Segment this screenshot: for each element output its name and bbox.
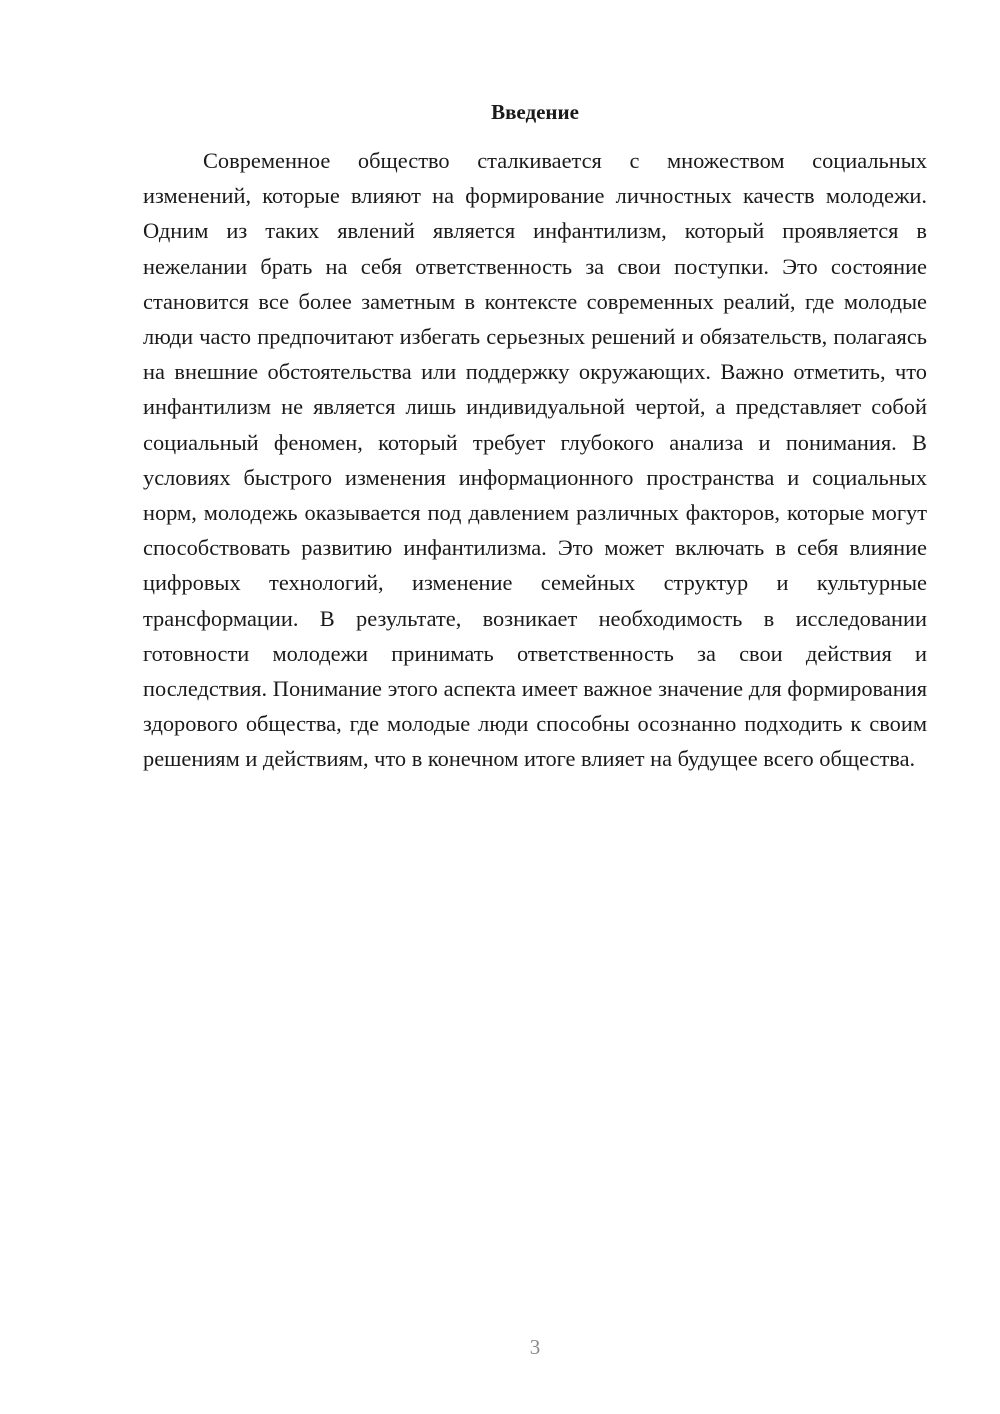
body-paragraph: Современное общество сталкивается с множеством социальных изменений, которые влияют на формирование личностных качеств молодежи. Одним из таких явлений является инфантилизм, который проявляется в нежелании брать на себя ответственность за свои поступки. Это состояние становится все более заметным в контексте современных реалий, где молодые люди часто предпочитают избегать серьезных решений и обязательств, полагаясь на внешние обстоятельства или поддержку окружающих. Важно отметить, что инфантилизм не является лишь индивидуальной чертой, а представляет собой социальный феномен, который требует глубокого анализа и понимания. В условиях быстрого изменения информационного пространства и социальных норм, молодежь оказывается под давлением различных факторов, которые могут способствовать развитию инфантилизма. Это может включать в себя влияние цифровых технологий, изменение семейных структур и культурные трансформации. В результате, возникает необходимость в исследовании готовности молодежи принимать ответственность за свои действия и последствия. Понимание этого аспекта имеет важное значение для формирования здорового общества, где молодые люди способны осознанно подходить к своим решениям и действиям, что в конечном итоге влияет на будущее всего общества.	[143, 148, 927, 772]
page-number: 3	[529, 1335, 541, 1359]
section-heading: Введение	[491, 100, 579, 124]
